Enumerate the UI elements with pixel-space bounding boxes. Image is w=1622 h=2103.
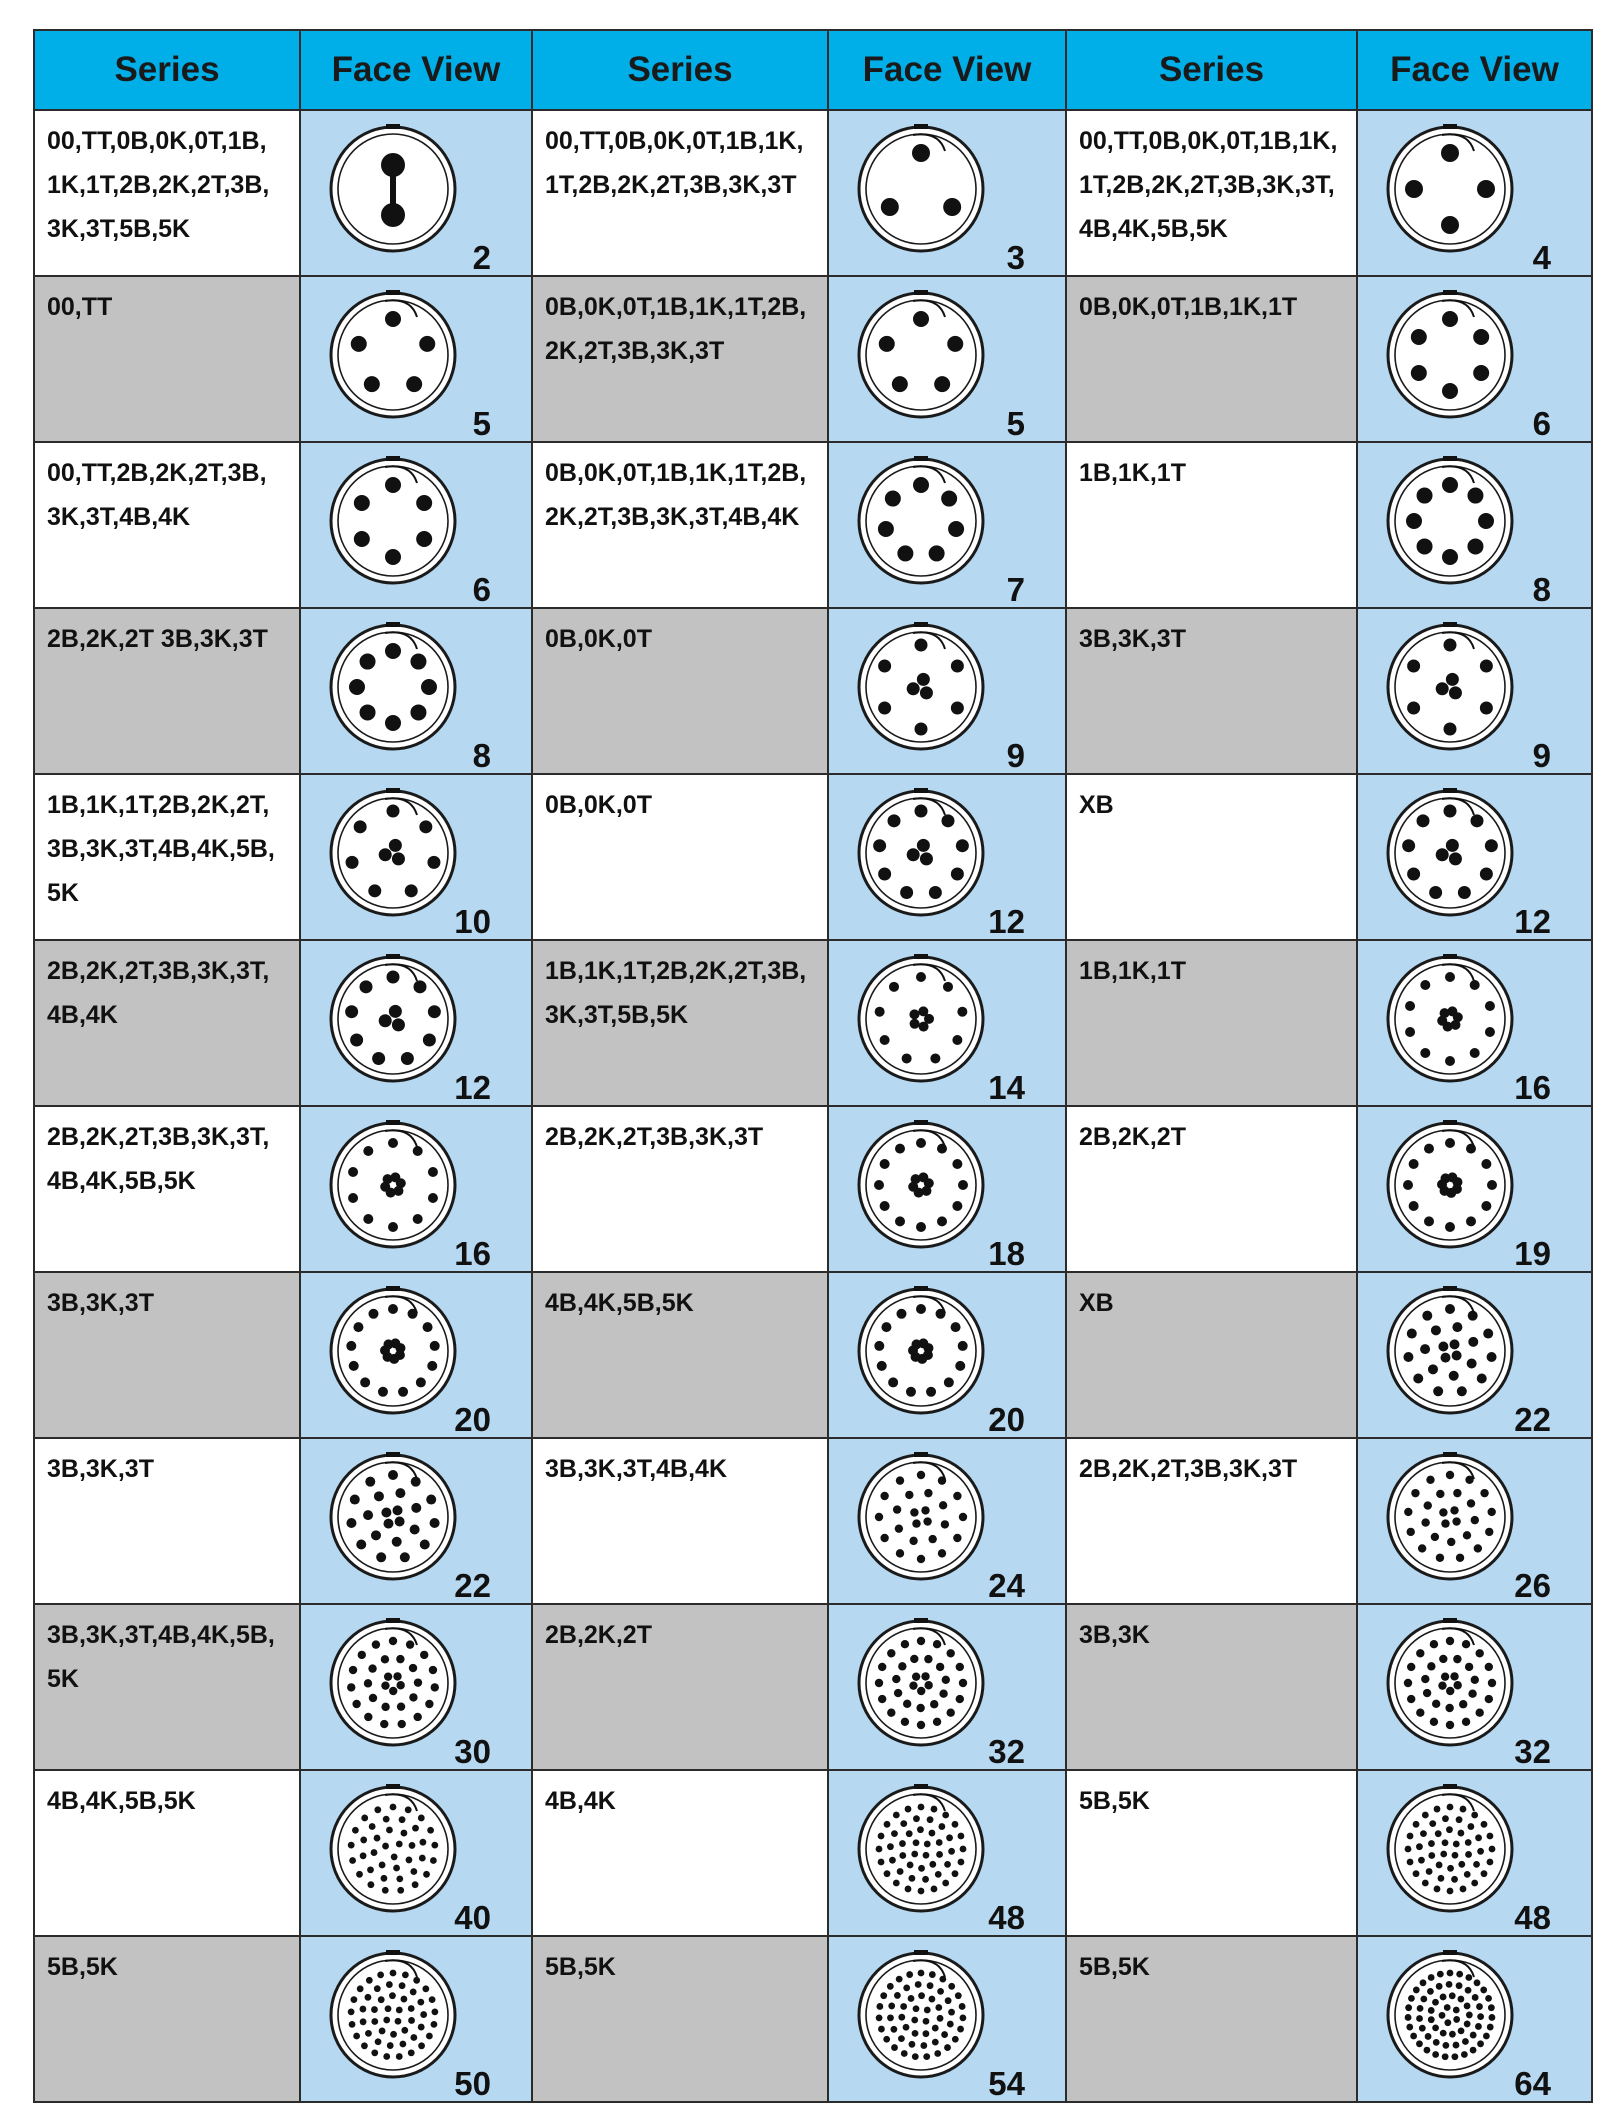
- header-row: [34, 30, 1592, 110]
- table-row: [34, 1936, 1592, 2102]
- face-view-cell: [828, 442, 1066, 608]
- table-row: [34, 1106, 1592, 1272]
- series-cell: 2B,2K,2T,3B,3K,3T, 4B,4K: [34, 940, 300, 1106]
- series-cell: 00,TT,2B,2K,2T,3B, 3K,3T,4B,4K: [34, 442, 300, 608]
- face-view-cell: [828, 1604, 1066, 1770]
- connector-face-icon: [1382, 1781, 1518, 1917]
- series-cell: 1B,1K,1T,2B,2K,2T,3B, 3K,3T,5B,5K: [532, 940, 828, 1106]
- pin-count-label: 4: [1532, 239, 1551, 276]
- connector-face-icon: [853, 453, 989, 589]
- face-view-cell: [828, 940, 1066, 1106]
- series-cell: 2B,2K,2T 3B,3K,3T: [34, 608, 300, 774]
- face-view-cell: [300, 1770, 532, 1936]
- connector-face-icon: [325, 951, 461, 1087]
- pin-count-label: 30: [454, 1733, 491, 1770]
- table-row: [34, 1604, 1592, 1770]
- face-view-cell: [1357, 1438, 1592, 1604]
- face-view-cell: [300, 1936, 532, 2102]
- connector-face-icon: [1382, 1449, 1518, 1585]
- face-view-cell: [300, 110, 532, 276]
- header-face-view-1: Face View: [300, 30, 532, 110]
- series-cell: 3B,3K,3T,4B,4K,5B, 5K: [34, 1604, 300, 1770]
- series-cell: 5B,5K: [1066, 1770, 1357, 1936]
- series-cell: 1B,1K,1T,2B,2K,2T, 3B,3K,3T,4B,4K,5B, 5K: [34, 774, 300, 940]
- pin-count-label: 12: [454, 1069, 491, 1106]
- series-cell: 0B,0K,0T,1B,1K,1T,2B, 2K,2T,3B,3K,3T: [532, 276, 828, 442]
- header-face-view-3: Face View: [1357, 30, 1592, 110]
- connector-face-icon: [1382, 287, 1518, 423]
- face-view-cell: [300, 442, 532, 608]
- connector-face-icon: [1382, 1947, 1518, 2083]
- pin-count-label: 2: [472, 239, 491, 276]
- connector-face-icon: [1382, 1615, 1518, 1751]
- series-cell: 1B,1K,1T: [1066, 940, 1357, 1106]
- table-row: [34, 608, 1592, 774]
- face-view-cell: [300, 940, 532, 1106]
- connector-face-icon: [1382, 619, 1518, 755]
- series-cell: 2B,2K,2T,3B,3K,3T, 4B,4K,5B,5K: [34, 1106, 300, 1272]
- connector-series-table: [33, 29, 1593, 2103]
- header-face-view-2: Face View: [828, 30, 1066, 110]
- connector-face-icon: [325, 785, 461, 921]
- face-view-cell: [1357, 442, 1592, 608]
- header-series-3: Series: [1066, 30, 1357, 110]
- series-cell: 0B,0K,0T: [532, 608, 828, 774]
- series-cell: 4B,4K,5B,5K: [532, 1272, 828, 1438]
- face-view-cell: [828, 1106, 1066, 1272]
- connector-face-icon: [325, 1449, 461, 1585]
- pin-count-label: 64: [1514, 2065, 1551, 2102]
- series-cell: XB: [1066, 1272, 1357, 1438]
- series-cell: 2B,2K,2T,3B,3K,3T: [532, 1106, 828, 1272]
- connector-face-icon: [325, 287, 461, 423]
- header-series-2: Series: [532, 30, 828, 110]
- table-row: [34, 276, 1592, 442]
- series-cell: 3B,3K,3T: [34, 1438, 300, 1604]
- connector-face-icon: [853, 1449, 989, 1585]
- connector-face-icon: [853, 1283, 989, 1419]
- face-view-cell: [1357, 276, 1592, 442]
- face-view-cell: [828, 774, 1066, 940]
- pin-count-label: 7: [1006, 571, 1025, 608]
- pin-count-label: 48: [988, 1899, 1025, 1936]
- face-view-cell: [1357, 1936, 1592, 2102]
- pin-count-label: 6: [1532, 405, 1551, 442]
- face-view-cell: [828, 608, 1066, 774]
- series-cell: 00,TT,0B,0K,0T,1B,1K, 1T,2B,2K,2T,3B,3K,3T: [532, 110, 828, 276]
- series-cell: 4B,4K: [532, 1770, 828, 1936]
- face-view-cell: [300, 1106, 532, 1272]
- connector-face-icon: [853, 1615, 989, 1751]
- series-cell: 3B,3K,3T: [34, 1272, 300, 1438]
- pin-count-label: 22: [1514, 1401, 1551, 1438]
- connector-face-icon: [853, 785, 989, 921]
- face-view-cell: [300, 1272, 532, 1438]
- pin-count-label: 8: [472, 737, 491, 774]
- connector-face-icon: [853, 287, 989, 423]
- face-view-cell: [828, 1936, 1066, 2102]
- pin-count-label: 20: [454, 1401, 491, 1438]
- pin-count-label: 20: [988, 1401, 1025, 1438]
- face-view-cell: [1357, 1272, 1592, 1438]
- face-view-cell: [300, 1438, 532, 1604]
- face-view-cell: [828, 110, 1066, 276]
- pin-count-label: 54: [988, 2065, 1025, 2102]
- connector-face-icon: [853, 121, 989, 257]
- pin-count-label: 9: [1006, 737, 1025, 774]
- pin-count-label: 32: [1514, 1733, 1551, 1770]
- face-view-cell: [1357, 1604, 1592, 1770]
- connector-face-icon: [1382, 121, 1518, 257]
- table-row: [34, 110, 1592, 276]
- table-row: [34, 774, 1592, 940]
- series-cell: 2B,2K,2T: [532, 1604, 828, 1770]
- pin-count-label: 14: [988, 1069, 1025, 1106]
- pin-count-label: 12: [988, 903, 1025, 940]
- series-cell: 3B,3K,3T: [1066, 608, 1357, 774]
- table-row: [34, 940, 1592, 1106]
- pin-count-label: 22: [454, 1567, 491, 1604]
- pin-count-label: 12: [1514, 903, 1551, 940]
- face-view-cell: [300, 1604, 532, 1770]
- pin-count-label: 3: [1006, 239, 1025, 276]
- face-view-cell: [1357, 608, 1592, 774]
- face-view-cell: [828, 1272, 1066, 1438]
- series-cell: 0B,0K,0T,1B,1K,1T: [1066, 276, 1357, 442]
- pin-count-label: 5: [472, 405, 491, 442]
- connector-face-icon: [1382, 785, 1518, 921]
- face-view-cell: [1357, 1106, 1592, 1272]
- pin-count-label: 40: [454, 1899, 491, 1936]
- series-cell: 2B,2K,2T,3B,3K,3T: [1066, 1438, 1357, 1604]
- connector-face-icon: [1382, 453, 1518, 589]
- series-cell: 5B,5K: [532, 1936, 828, 2102]
- series-cell: 5B,5K: [34, 1936, 300, 2102]
- face-view-cell: [1357, 940, 1592, 1106]
- table-row: [34, 1272, 1592, 1438]
- series-cell: 1B,1K,1T: [1066, 442, 1357, 608]
- table-row: [34, 1438, 1592, 1604]
- face-view-cell: [1357, 774, 1592, 940]
- pin-count-label: 24: [988, 1567, 1025, 1604]
- series-cell: 0B,0K,0T: [532, 774, 828, 940]
- series-cell: 00,TT,0B,0K,0T,1B,1K, 1T,2B,2K,2T,3B,3K,3T, 4B,4K,5B,5K: [1066, 110, 1357, 276]
- series-cell: 2B,2K,2T: [1066, 1106, 1357, 1272]
- face-view-cell: [300, 774, 532, 940]
- pin-count-label: 16: [454, 1235, 491, 1272]
- face-view-cell: [1357, 1770, 1592, 1936]
- pin-count-label: 10: [454, 903, 491, 940]
- face-view-cell: [828, 276, 1066, 442]
- face-view-cell: [300, 608, 532, 774]
- pin-count-label: 6: [472, 571, 491, 608]
- connector-face-icon: [325, 1283, 461, 1419]
- pin-count-label: 50: [454, 2065, 491, 2102]
- pin-count-label: 26: [1514, 1567, 1551, 1604]
- series-cell: 4B,4K,5B,5K: [34, 1770, 300, 1936]
- series-cell: 00,TT,0B,0K,0T,1B, 1K,1T,2B,2K,2T,3B, 3K,3T,5B,5K: [34, 110, 300, 276]
- connector-face-icon: [1382, 1283, 1518, 1419]
- connector-face-icon: [853, 1117, 989, 1253]
- connector-face-icon: [1382, 1117, 1518, 1253]
- pin-count-label: 5: [1006, 405, 1025, 442]
- connector-face-icon: [325, 1117, 461, 1253]
- table-row: [34, 442, 1592, 608]
- pin-count-label: 48: [1514, 1899, 1551, 1936]
- pin-count-label: 16: [1514, 1069, 1551, 1106]
- series-cell: 00,TT: [34, 276, 300, 442]
- face-view-cell: [1357, 110, 1592, 276]
- pin-count-label: 8: [1532, 571, 1551, 608]
- header-series-1: Series: [34, 30, 300, 110]
- series-cell: 3B,3K,3T,4B,4K: [532, 1438, 828, 1604]
- connector-face-icon: [853, 1947, 989, 2083]
- connector-face-icon: [325, 1781, 461, 1917]
- connector-face-icon: [325, 1615, 461, 1751]
- series-cell: 0B,0K,0T,1B,1K,1T,2B, 2K,2T,3B,3K,3T,4B,4K: [532, 442, 828, 608]
- pin-count-label: 19: [1514, 1235, 1551, 1272]
- connector-face-icon: [853, 619, 989, 755]
- series-cell: XB: [1066, 774, 1357, 940]
- face-view-cell: [300, 276, 532, 442]
- table-row: [34, 1770, 1592, 1936]
- connector-face-icon: [325, 619, 461, 755]
- pin-count-label: 9: [1532, 737, 1551, 774]
- connector-face-icon: [325, 1947, 461, 2083]
- face-view-cell: [828, 1438, 1066, 1604]
- connector-face-icon: [325, 453, 461, 589]
- series-cell: 3B,3K: [1066, 1604, 1357, 1770]
- face-view-cell: [828, 1770, 1066, 1936]
- pin-count-label: 18: [988, 1235, 1025, 1272]
- connector-face-icon: [325, 121, 461, 257]
- series-cell: 5B,5K: [1066, 1936, 1357, 2102]
- connector-face-icon: [853, 1781, 989, 1917]
- pin-count-label: 32: [988, 1733, 1025, 1770]
- connector-face-icon: [1382, 951, 1518, 1087]
- connector-face-icon: [853, 951, 989, 1087]
